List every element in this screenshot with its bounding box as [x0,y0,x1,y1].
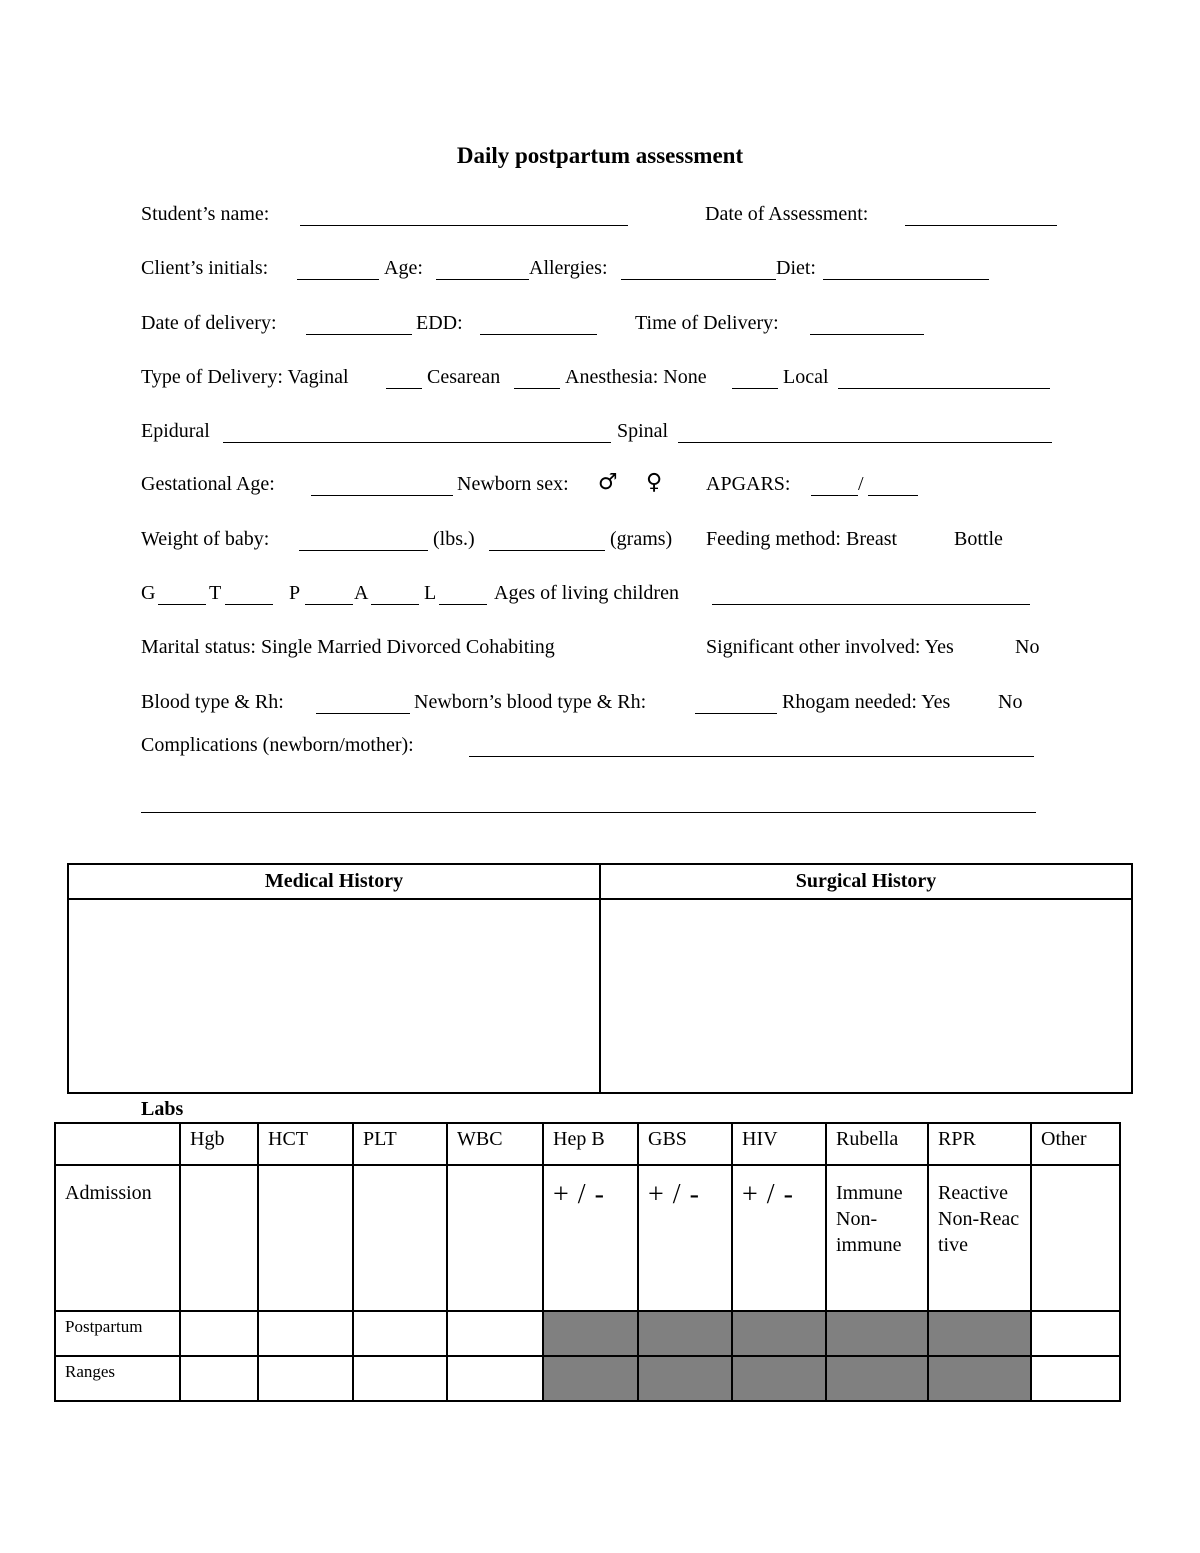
admission-wbc-cell[interactable] [447,1165,543,1311]
newborn-sex-label: Newborn sex: [457,473,569,495]
labs-row-admission [55,1165,1120,1311]
admission-plt-cell[interactable] [353,1165,447,1311]
labs-header-hgb: Hgb [180,1123,258,1165]
labs-header-empty [55,1123,180,1165]
admission-label: Admission [55,1165,180,1311]
weight-of-baby-label: Weight of baby: [141,528,270,550]
allergies-field[interactable] [621,279,776,280]
labs-header-hiv: HIV [732,1123,826,1165]
ranges-other-cell[interactable] [1031,1356,1120,1401]
local-field[interactable] [838,388,1050,389]
lbs-label: (lbs.) [433,528,475,550]
rubella-immune-option[interactable]: Immune [836,1182,903,1204]
postpartum-hiv-shaded [732,1311,826,1356]
ranges-wbc-cell[interactable] [447,1356,543,1401]
hep-b-plus-minus[interactable]: + / - [553,1179,605,1210]
ages-of-living-children-label: Ages of living children [494,582,679,604]
labs-table [54,1122,1121,1402]
labs-row-postpartum [55,1311,1120,1356]
p-field[interactable] [305,604,353,605]
diet-field[interactable] [823,279,989,280]
blood-type-field[interactable] [316,713,410,714]
postpartum-hct-cell[interactable] [258,1311,353,1356]
ranges-gbs-shaded [638,1356,732,1401]
cesarean-field[interactable] [514,388,560,389]
postpartum-wbc-cell[interactable] [447,1311,543,1356]
vaginal-field[interactable] [386,388,422,389]
clients-initials-label: Client’s initials: [141,257,269,279]
postpartum-label: Postpartum [55,1311,180,1356]
marital-status-label[interactable]: Marital status: Single Married Divorced Cohabiting [141,636,555,658]
rpr-nonreactive-option[interactable]: Non-Reactive [938,1208,1020,1256]
admission-other-cell[interactable] [1031,1165,1120,1311]
gbs-plus-minus[interactable]: + / - [648,1179,700,1210]
male-icon[interactable]: ♂ [598,470,618,495]
local-label: Local [783,366,829,388]
edd-field[interactable] [480,334,597,335]
admission-hgb-cell[interactable] [180,1165,258,1311]
admission-gbs-cell[interactable] [638,1165,732,1311]
g-field[interactable] [158,604,206,605]
grams-label: (grams) [610,528,673,550]
history-table [67,863,1133,1094]
surgical-history-header: Surgical History [600,864,1132,899]
t-field[interactable] [225,604,273,605]
complications-label: Complications (newborn/mother): [141,734,414,756]
date-of-assessment-field[interactable] [905,225,1057,226]
labs-header-gbs: GBS [638,1123,732,1165]
postpartum-plt-cell[interactable] [353,1311,447,1356]
allergies-label: Allergies: [529,257,608,279]
medical-history-header: Medical History [68,864,600,899]
labs-row-ranges [55,1356,1120,1401]
epidural-field[interactable] [223,442,611,443]
admission-hiv-cell[interactable] [732,1165,826,1311]
date-of-delivery-label: Date of delivery: [141,312,277,334]
admission-hct-cell[interactable] [258,1165,353,1311]
t-label: T [209,582,222,604]
gestational-age-field[interactable] [311,495,453,496]
age-label: Age: [384,257,423,279]
ranges-hgb-cell[interactable] [180,1356,258,1401]
l-label: L [424,582,437,604]
labs-header-rpr: RPR [928,1123,1031,1165]
ranges-rpr-shaded [928,1356,1031,1401]
page-title: Daily postpartum assessment [456,143,744,168]
apgars-label: APGARS: [706,473,791,495]
students-name-label: Student’s name: [141,203,270,225]
ranges-hct-cell[interactable] [258,1356,353,1401]
age-field[interactable] [436,279,529,280]
ranges-label: Ranges [55,1356,180,1401]
diet-label: Diet: [776,257,816,279]
feeding-method-label[interactable]: Feeding method: Breast [706,528,898,550]
rhogam-no-option[interactable]: No [998,691,1023,713]
bottle-option[interactable]: Bottle [954,528,1003,550]
epidural-label: Epidural [141,420,210,442]
complications-field-line-2[interactable] [141,812,1036,813]
admission-rpr-cell[interactable] [928,1165,1031,1311]
a-label: A [354,582,369,604]
spinal-label: Spinal [617,420,669,442]
postpartum-gbs-shaded [638,1311,732,1356]
date-of-delivery-field[interactable] [306,334,412,335]
time-of-delivery-label: Time of Delivery: [635,312,779,334]
hiv-plus-minus[interactable]: + / - [742,1179,794,1210]
significant-other-label[interactable]: Significant other involved: Yes [706,636,954,658]
blood-type-label: Blood type & Rh: [141,691,284,713]
apgar-1-field[interactable] [811,495,858,496]
labs-header-other: Other [1031,1123,1120,1165]
ranges-hiv-shaded [732,1356,826,1401]
postpartum-hgb-cell[interactable] [180,1311,258,1356]
labs-header-plt: PLT [353,1123,447,1165]
ages-of-living-children-field[interactable] [712,604,1030,605]
rubella-nonimmune-option[interactable]: Non-immune [836,1208,902,1256]
labs-header-hep-b: Hep B [543,1123,638,1165]
weight-lbs-field[interactable] [299,550,428,551]
postpartum-other-cell[interactable] [1031,1311,1120,1356]
rpr-reactive-option[interactable]: Reactive [938,1182,1008,1204]
cesarean-label: Cesarean [427,366,501,388]
p-label: P [289,582,301,604]
labs-header-hct: HCT [258,1123,353,1165]
significant-other-no-option[interactable]: No [1015,636,1040,658]
rhogam-needed-label[interactable]: Rhogam needed: Yes [782,691,951,713]
a-field[interactable] [371,604,419,605]
anesthesia-none-field[interactable] [732,388,778,389]
surgical-history-field[interactable] [600,899,1132,1093]
g-label: G [141,582,156,604]
labs-header-row [55,1123,1120,1165]
apgar-slash: / [858,473,864,495]
medical-history-field[interactable] [68,899,600,1093]
l-field[interactable] [439,604,487,605]
ranges-rubella-shaded [826,1356,928,1401]
type-of-delivery-label: Type of Delivery: Vaginal [141,366,349,388]
ranges-hep-b-shaded [543,1356,638,1401]
time-of-delivery-field[interactable] [810,334,924,335]
admission-rubella-cell[interactable] [826,1165,928,1311]
apgar-2-field[interactable] [868,495,918,496]
complications-field[interactable] [469,756,1034,757]
postpartum-rpr-shaded [928,1311,1031,1356]
newborn-blood-type-field[interactable] [695,713,777,714]
labs-header-rubella: Rubella [826,1123,928,1165]
newborn-blood-type-label: Newborn’s blood type & Rh: [414,691,647,713]
date-of-assessment-label: Date of Assessment: [705,203,869,225]
postpartum-rubella-shaded [826,1311,928,1356]
labs-title: Labs [141,1098,184,1120]
edd-label: EDD: [416,312,463,334]
students-name-field[interactable] [300,225,628,226]
labs-header-wbc: WBC [447,1123,543,1165]
spinal-field[interactable] [678,442,1052,443]
admission-hep-b-cell[interactable] [543,1165,638,1311]
anesthesia-none-label: Anesthesia: None [565,366,707,388]
clients-initials-field[interactable] [297,279,379,280]
postpartum-hep-b-shaded [543,1311,638,1356]
ranges-plt-cell[interactable] [353,1356,447,1401]
gestational-age-label: Gestational Age: [141,473,275,495]
weight-grams-field[interactable] [489,550,605,551]
female-icon[interactable]: ♀ [646,470,663,495]
row-student [141,201,269,227]
